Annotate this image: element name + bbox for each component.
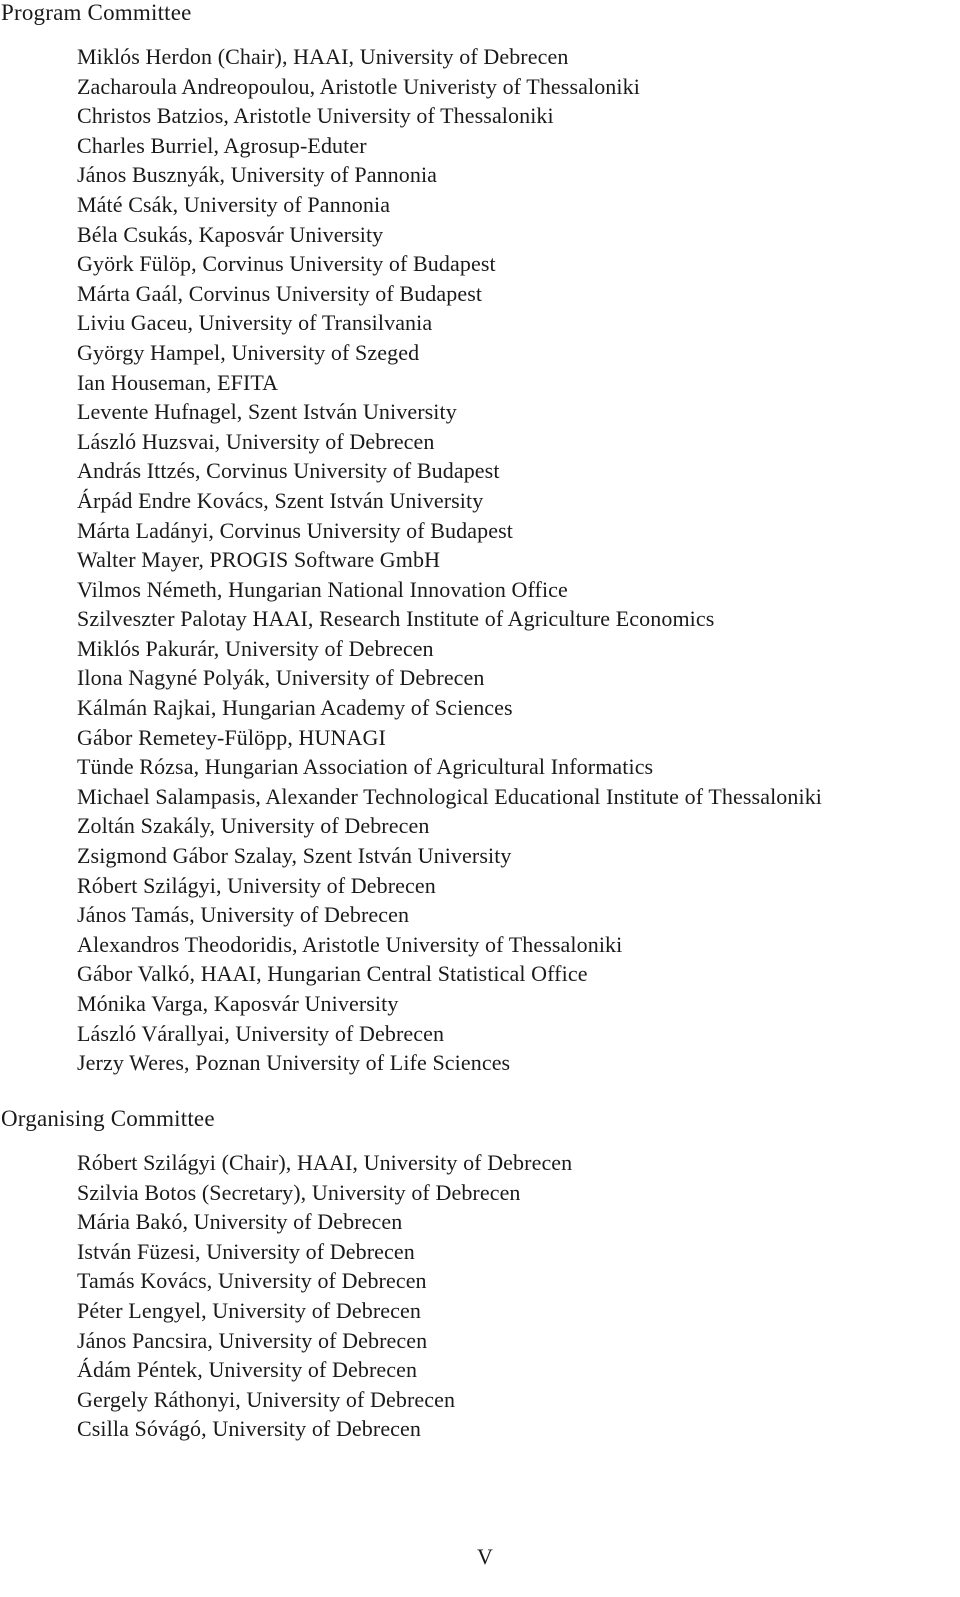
- committee-member: Szilvia Botos (Secretary), University of Debrecen: [77, 1179, 521, 1205]
- committee-member: Gábor Remetey-Fülöpp, HUNAGI: [77, 724, 386, 750]
- committee-member: Györk Fülöp, Corvinus University of Budapest: [77, 251, 496, 277]
- committee-member: Miklós Herdon (Chair), HAAI, University of Debrecen: [77, 44, 569, 69]
- committee-member: János Tamás, University of Debrecen: [77, 902, 410, 928]
- committee-member: István Füzesi, University of Debrecen: [77, 1238, 415, 1264]
- committee-member: Liviu Gaceu, University of Transilvania: [77, 310, 433, 336]
- committee-member: Máté Csák, University of Pannonia: [77, 191, 391, 217]
- committee-member: Róbert Szilágyi, University of Debrecen: [77, 872, 436, 898]
- committee-member: Ian Houseman, EFITA: [77, 369, 279, 395]
- committee-member: Vilmos Németh, Hungarian National Innovation Office: [77, 576, 568, 602]
- committee-member: Péter Lengyel, University of Debrecen: [77, 1297, 421, 1323]
- committee-member: Ilona Nagyné Polyák, University of Debrecen: [77, 665, 485, 691]
- organising-committee-heading: Organising Committee: [1, 1106, 215, 1131]
- program-committee-heading: Program Committee: [1, 0, 192, 25]
- committee-member: Michael Salampasis, Alexander Technological Educational Institute of Thessaloniki: [77, 783, 823, 809]
- committee-member: Charles Burriel, Agrosup-Eduter: [77, 132, 367, 158]
- committee-member: Kálmán Rajkai, Hungarian Academy of Sciences: [77, 695, 513, 721]
- organising-committee-list: [77, 1150, 572, 1446]
- committee-member: Zacharoula Andreopoulou, Aristotle Univeristy of Thessaloniki: [77, 73, 640, 99]
- committee-member: Tamás Kovács, University of Debrecen: [77, 1268, 427, 1294]
- committee-member: Alexandros Theodoridis, Aristotle University of Thessaloniki: [77, 931, 623, 957]
- committee-member: Gergely Ráthonyi, University of Debrecen: [77, 1386, 456, 1412]
- committee-member: Jerzy Weres, Poznan University of Life Sciences: [77, 1050, 511, 1076]
- committee-member: Szilveszter Palotay HAAI, Research Institute of Agriculture Economics: [77, 606, 715, 632]
- committee-member: Róbert Szilágyi (Chair), HAAI, University of Debrecen: [77, 1150, 573, 1175]
- committee-member: Levente Hufnagel, Szent István University: [77, 399, 457, 425]
- committee-member: Csilla Sóvágó, University of Debrecen: [77, 1416, 422, 1442]
- committee-member: Gábor Valkó, HAAI, Hungarian Central Statistical Office: [77, 961, 588, 987]
- committee-member: Tünde Rózsa, Hungarian Association of Agricultural Informatics: [77, 754, 654, 780]
- committee-member: László Huzsvai, University of Debrecen: [77, 428, 435, 454]
- committee-member: Zoltán Szakály, University of Debrecen: [77, 813, 430, 839]
- committee-member: Christos Batzios, Aristotle University of Thessaloniki: [77, 103, 554, 129]
- program-committee-list: [77, 44, 822, 1080]
- committee-member: Ádám Péntek, University of Debrecen: [77, 1357, 418, 1383]
- committee-member: Walter Mayer, PROGIS Software GmbH: [77, 547, 441, 573]
- committee-member: Miklós Pakurár, University of Debrecen: [77, 635, 434, 661]
- committee-member: Márta Gaál, Corvinus University of Budapest: [77, 280, 483, 306]
- committee-member: Márta Ladányi, Corvinus University of Budapest: [77, 517, 513, 543]
- committee-member: Mária Bakó, University of Debrecen: [77, 1209, 403, 1235]
- committee-member: György Hampel, University of Szeged: [77, 339, 420, 365]
- page-number: V: [477, 1544, 493, 1569]
- committee-member: Zsigmond Gábor Szalay, Szent István University: [77, 843, 512, 869]
- committee-member: János Busznyák, University of Pannonia: [77, 162, 438, 188]
- committee-member: András Ittzés, Corvinus University of Budapest: [77, 458, 500, 484]
- committee-member: Béla Csukás, Kaposvár University: [77, 221, 384, 247]
- committee-member: János Pancsira, University of Debrecen: [77, 1327, 428, 1353]
- committee-member: László Várallyai, University of Debrecen: [77, 1020, 445, 1046]
- committee-member: Árpád Endre Kovács, Szent István University: [77, 487, 484, 513]
- committee-member: Mónika Varga, Kaposvár University: [77, 991, 399, 1016]
